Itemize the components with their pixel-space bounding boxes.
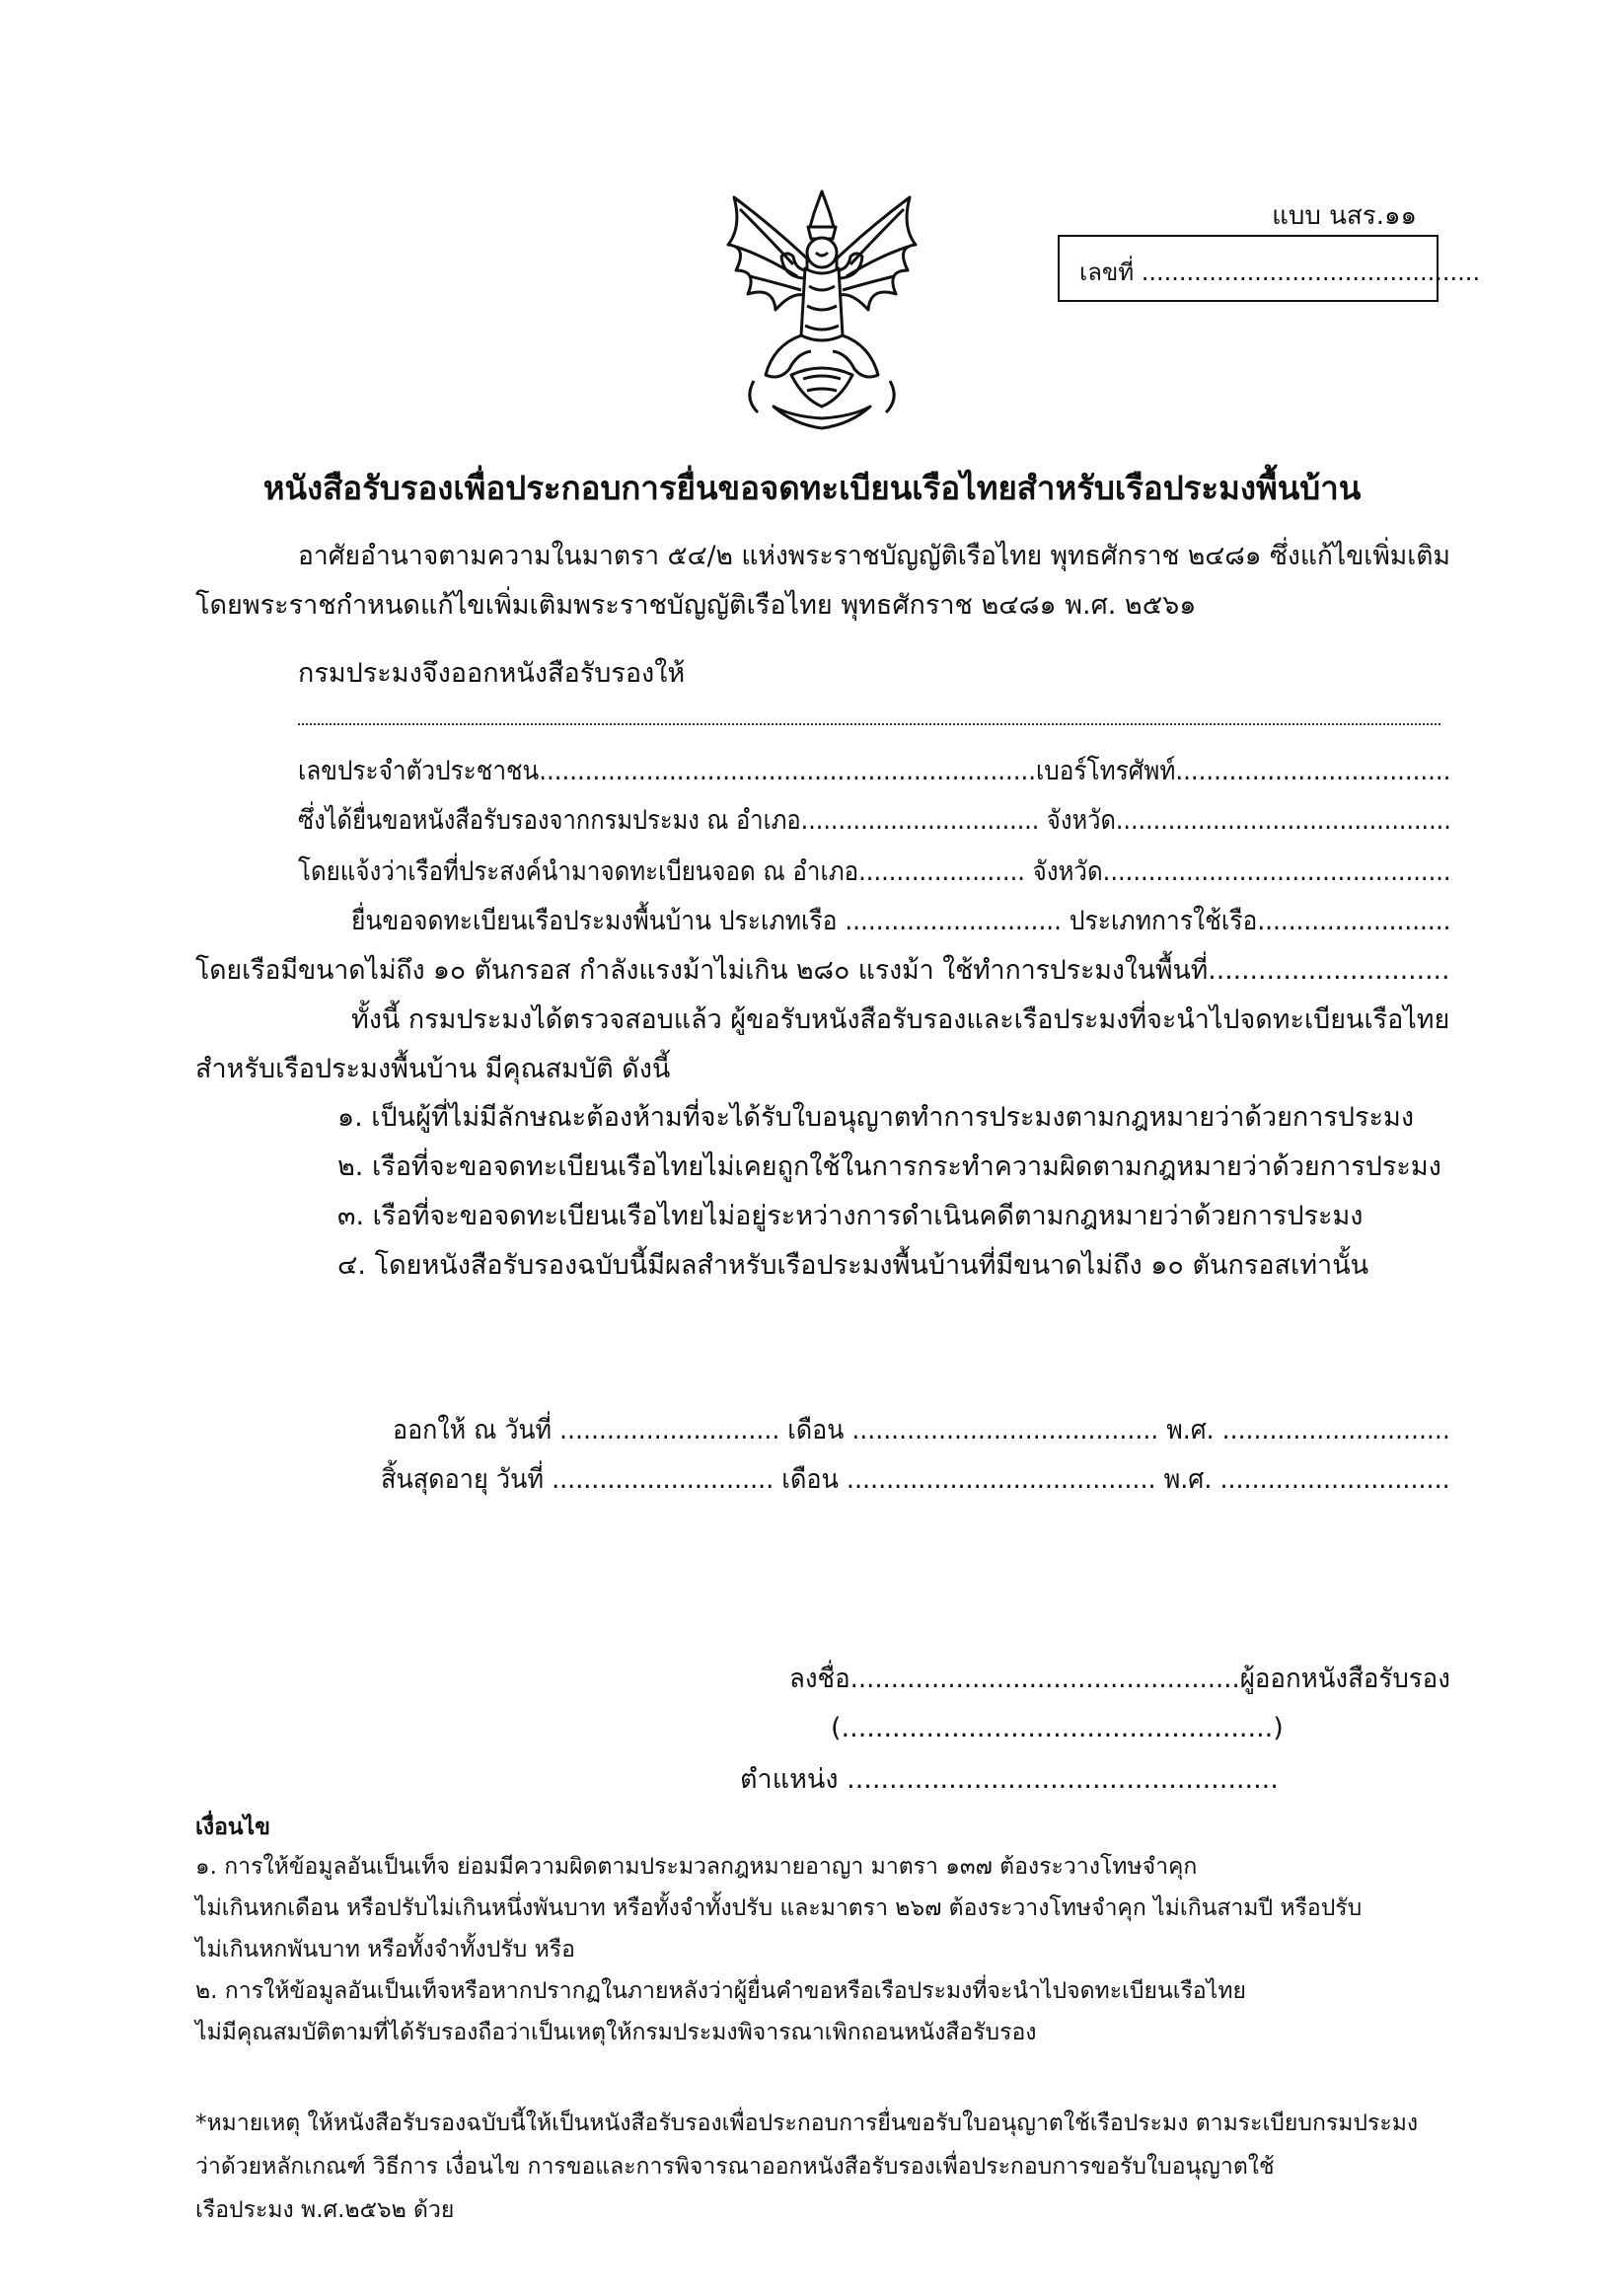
preamble-line-2: โดยพระราชกำหนดแก้ไขเพิ่มเติมพระราชบัญญัติเรือไทย พุทธศักราช ๒๔๘๑ พ.ศ. ๒๕๖๑ <box>195 590 1197 621</box>
inspection-line-1: ทั้งนี้ กรมประมงได้ตรวจสอบแล้ว ผู้ขอรับหนังสือรับรองและเรือประมงที่จะนำไปจดทะเบียนเรือไทย <box>351 1004 1450 1035</box>
vessel-size-line: โดยเรือมีขนาดไม่ถึง ๑๐ ตันกรอส กำลังแรงม้าไม่เกิน ๒๘๐ แรงม้า ใช้ทำการประมงในพื้นที่............................. <box>195 955 1450 986</box>
registration-line: ยื่นขอจดทะเบียนเรือประมงพื้นบ้าน ประเภทเรือ ............................ ประเภทการใช้เรือ......................... <box>351 906 1451 936</box>
inspection-line-2: สำหรับเรือประมงพื้นบ้าน มีคุณสมบัติ ดังนี้ <box>195 1054 671 1084</box>
signer-position-line: ตำแหน่ง ................................................... <box>740 1764 1279 1795</box>
document-number-label: เลขที่ ............................................. <box>1079 259 1481 286</box>
issue-line: กรมประมงจึงออกหนังสือรับรองให้ <box>298 658 686 689</box>
preamble-line-1: อาศัยอำนาจตามความในมาตรา ๕๔/๒ แห่งพระราชบัญญัติเรือไทย พุทธศักราช ๒๔๘๑ ซึ่งแก้ไขเพิ่มเติม <box>298 541 1450 571</box>
signer-name-line: (...................................................) <box>831 1713 1284 1743</box>
qualification-item-2: ๒. เรือที่จะขอจดทะเบียนเรือไทยไม่เคยถูกใช้ในการกระทำความผิดตามกฎหมายว่าด้วยการประมง <box>337 1151 1441 1182</box>
recipient-name-blank <box>298 723 1440 725</box>
note-line-1: *หมายเหตุ ให้หนังสือรับรองฉบับนี้ให้เป็นหนังสือรับรองเพื่อประกอบการยื่นขอรับใบอนุญาตใช้เรือประมง ตามระเบียบกรมประมง <box>195 2111 1419 2136</box>
applied-at-line: ซึ่งได้ยื่นขอหนังสือรับรองจากกรมประมง ณ อำเภอ................................ จังหวัด............................................. <box>298 805 1451 836</box>
document-number-box <box>1058 235 1481 302</box>
condition-line-3: ไม่เกินหกพันบาท หรือทั้งจำทั้งปรับ หรือ <box>195 1937 575 1963</box>
document-title: หนังสือรับรองเพื่อประกอบการยื่นขอจดทะเบียนเรือไทยสำหรับเรือประมงพื้นบ้าน <box>262 469 1362 507</box>
conditions-heading: เงื่อนไข <box>195 1815 270 1840</box>
note-line-3: เรือประมง พ.ศ.๒๕๖๒ ด้วย <box>195 2197 455 2223</box>
qualification-item-3: ๓. เรือที่จะขอจดทะเบียนเรือไทยไม่อยู่ระหว่างการดำเนินคดีตามกฎหมายว่าด้วยการประมง <box>337 1201 1364 1231</box>
citizen-id-line: เลขประจำตัวประชาชน.................................................................เบอร์โทรศัพท์.................................... <box>298 756 1451 786</box>
form-code: แบบ นสร.๑๑ <box>1272 201 1417 231</box>
expiry-date-line: สิ้นสุดอายุ วันที่ ............................ เดือน ....................................... พ.ศ. ............................. <box>381 1464 1450 1495</box>
note-line-2: ว่าด้วยหลักเกณฑ์ วิธีการ เงื่อนไข การขอและการพิจารณาออกหนังสือรับรองเพื่อประกอบการขอรับใบอนุญาตใช้ <box>195 2154 1275 2180</box>
condition-line-1: ๑. การให้ข้อมูลอันเป็นเท็จ ย่อมมีความผิดตามประมวลกฎหมายอาญา มาตรา ๑๓๗ ต้องระวางโทษจำคุก <box>195 1854 1198 1880</box>
condition-line-2: ไม่เกินหกเดือน หรือปรับไม่เกินหนึ่งพันบาท หรือทั้งจำทั้งปรับ และมาตรา ๒๖๗ ต้องระวางโทษจำคุก ไม่เกินสามปี หรือปรับ <box>195 1895 1363 1921</box>
issued-date-line: ออกให้ ณ วันที่ ............................ เดือน ....................................... พ.ศ. ............................. <box>393 1415 1450 1445</box>
signature-line: ลงชื่อ................................................ผู้ออกหนังสือรับรอง <box>789 1664 1450 1694</box>
qualification-item-4: ๔. โดยหนังสือรับรองฉบับนี้มีผลสำหรับเรือประมงพื้นบ้านที่มีขนาดไม่ถึง ๑๐ ตันกรอสเท่านั้น <box>337 1250 1369 1281</box>
garuda-emblem-icon <box>714 187 929 434</box>
condition-line-4: ๒. การให้ข้อมูลอันเป็นเท็จหรือหากปรากฏในภายหลังว่าผู้ยื่นคำขอหรือเรือประมงที่จะนำไปจดทะเบียนเรือไทย <box>195 1978 1246 2004</box>
condition-line-5: ไม่มีคุณสมบัติตามที่ได้รับรองถือว่าเป็นเหตุให้กรมประมงพิจารณาเพิกถอนหนังสือรับรอง <box>195 2020 1037 2045</box>
qualification-item-1: ๑. เป็นผู้ที่ไม่มีลักษณะต้องห้ามที่จะได้รับใบอนุญาตทำการประมงตามกฎหมายว่าด้วยการประมง <box>337 1102 1415 1133</box>
mooring-line: โดยแจ้งว่าเรือที่ประสงค์นำมาจดทะเบียนจอด ณ อำเภอ...................... จังหวัด.............................................. <box>298 856 1451 887</box>
